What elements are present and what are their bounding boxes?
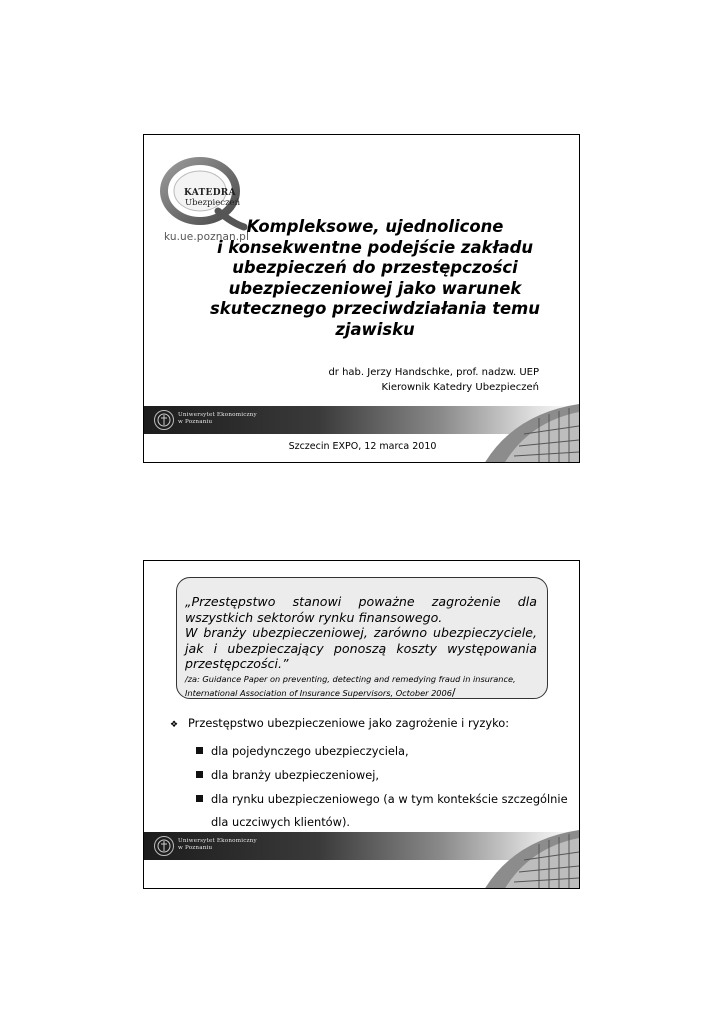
- quote-line: W branży ubezpieczeniowej, zarówno ubezpieczyciele,: [185, 625, 537, 641]
- square-bullet-icon: [196, 771, 203, 778]
- title-line: i konsekwentne podejście zakładu: [216, 237, 534, 257]
- main-bullet-text: Przestępstwo ubezpieczeniowe jako zagrożenie i ryzyko:: [188, 716, 510, 730]
- source-line: /za: Guidance Paper on preventing, detecting and remedying fraud in insurance,: [185, 673, 516, 684]
- source-end: /: [451, 685, 456, 699]
- building-photo-icon: [484, 830, 579, 889]
- building-photo-icon: [484, 404, 579, 463]
- university-name: [178, 412, 257, 426]
- list-item-continuation: dla uczciwych klientów).: [211, 815, 351, 829]
- list-item-text: dla pojedynczego ubezpieczyciela,: [211, 744, 409, 758]
- main-bullet: [170, 716, 509, 732]
- university-crest-icon: [154, 410, 174, 430]
- quote-box: [176, 577, 548, 699]
- slide-2: [143, 560, 580, 889]
- logo-ubezpieczen-text: Ubezpieczeń: [185, 198, 241, 208]
- source-line-2: [185, 686, 537, 700]
- square-bullet-icon: [196, 795, 203, 802]
- logo-katedra-text: KATEDRA: [184, 188, 236, 198]
- title-line: zjawisku: [335, 319, 415, 339]
- title-line: skutecznego przeciwdziałania temu: [210, 299, 540, 319]
- university-name: [178, 838, 257, 852]
- square-bullet-icon: [196, 747, 203, 754]
- author-name: dr hab. Jerzy Handschke, prof. nadzw. UEP: [328, 367, 539, 378]
- logo-url: ku.ue.poznan.pl: [164, 231, 249, 243]
- quote-line: przestępczości.”: [185, 656, 289, 672]
- university-crest-icon: [154, 836, 174, 856]
- source-text: International Association of Insurance Supervisors, October 2006: [185, 687, 452, 698]
- quote-source: [185, 673, 537, 700]
- university-line: Uniwersytet Ekonomiczny: [178, 838, 257, 844]
- footer-date: Szczecin EXPO, 12 marca 2010: [288, 441, 437, 452]
- university-line: Uniwersytet Ekonomiczny: [178, 412, 257, 418]
- quote-line: „Przestępstwo stanowi poważne zagrożenie dla: [185, 594, 537, 609]
- list-item-text: dla branży ubezpieczeniowej,: [211, 768, 380, 782]
- slide-1: [143, 134, 580, 463]
- diamond-bullet-icon: ❖: [170, 720, 179, 730]
- quote-line: wszystkich sektorów rynku finansowego.: [185, 609, 443, 625]
- title-line: ubezpieczeniowej jako warunek: [228, 278, 522, 298]
- quote-line: jak i ubezpieczający ponoszą koszty występowania: [185, 640, 537, 656]
- list-item: [196, 765, 568, 785]
- list-item: [196, 741, 568, 761]
- university-line: w Poznaniu: [178, 845, 213, 851]
- list-item: [196, 789, 568, 832]
- list-item-text: dla rynku ubezpieczeniowego (a w tym kontekście szczególnie: [211, 792, 568, 806]
- title-line: Kompleksowe, ujednolicone: [246, 217, 504, 236]
- slide-title: [196, 217, 554, 341]
- author-block: [328, 365, 539, 395]
- university-line: w Poznaniu: [178, 419, 213, 425]
- title-line: ubezpieczeń do przestępczości: [232, 258, 518, 278]
- sub-bullet-list: [196, 741, 568, 832]
- author-role: Kierownik Katedry Ubezpieczeń: [381, 382, 539, 393]
